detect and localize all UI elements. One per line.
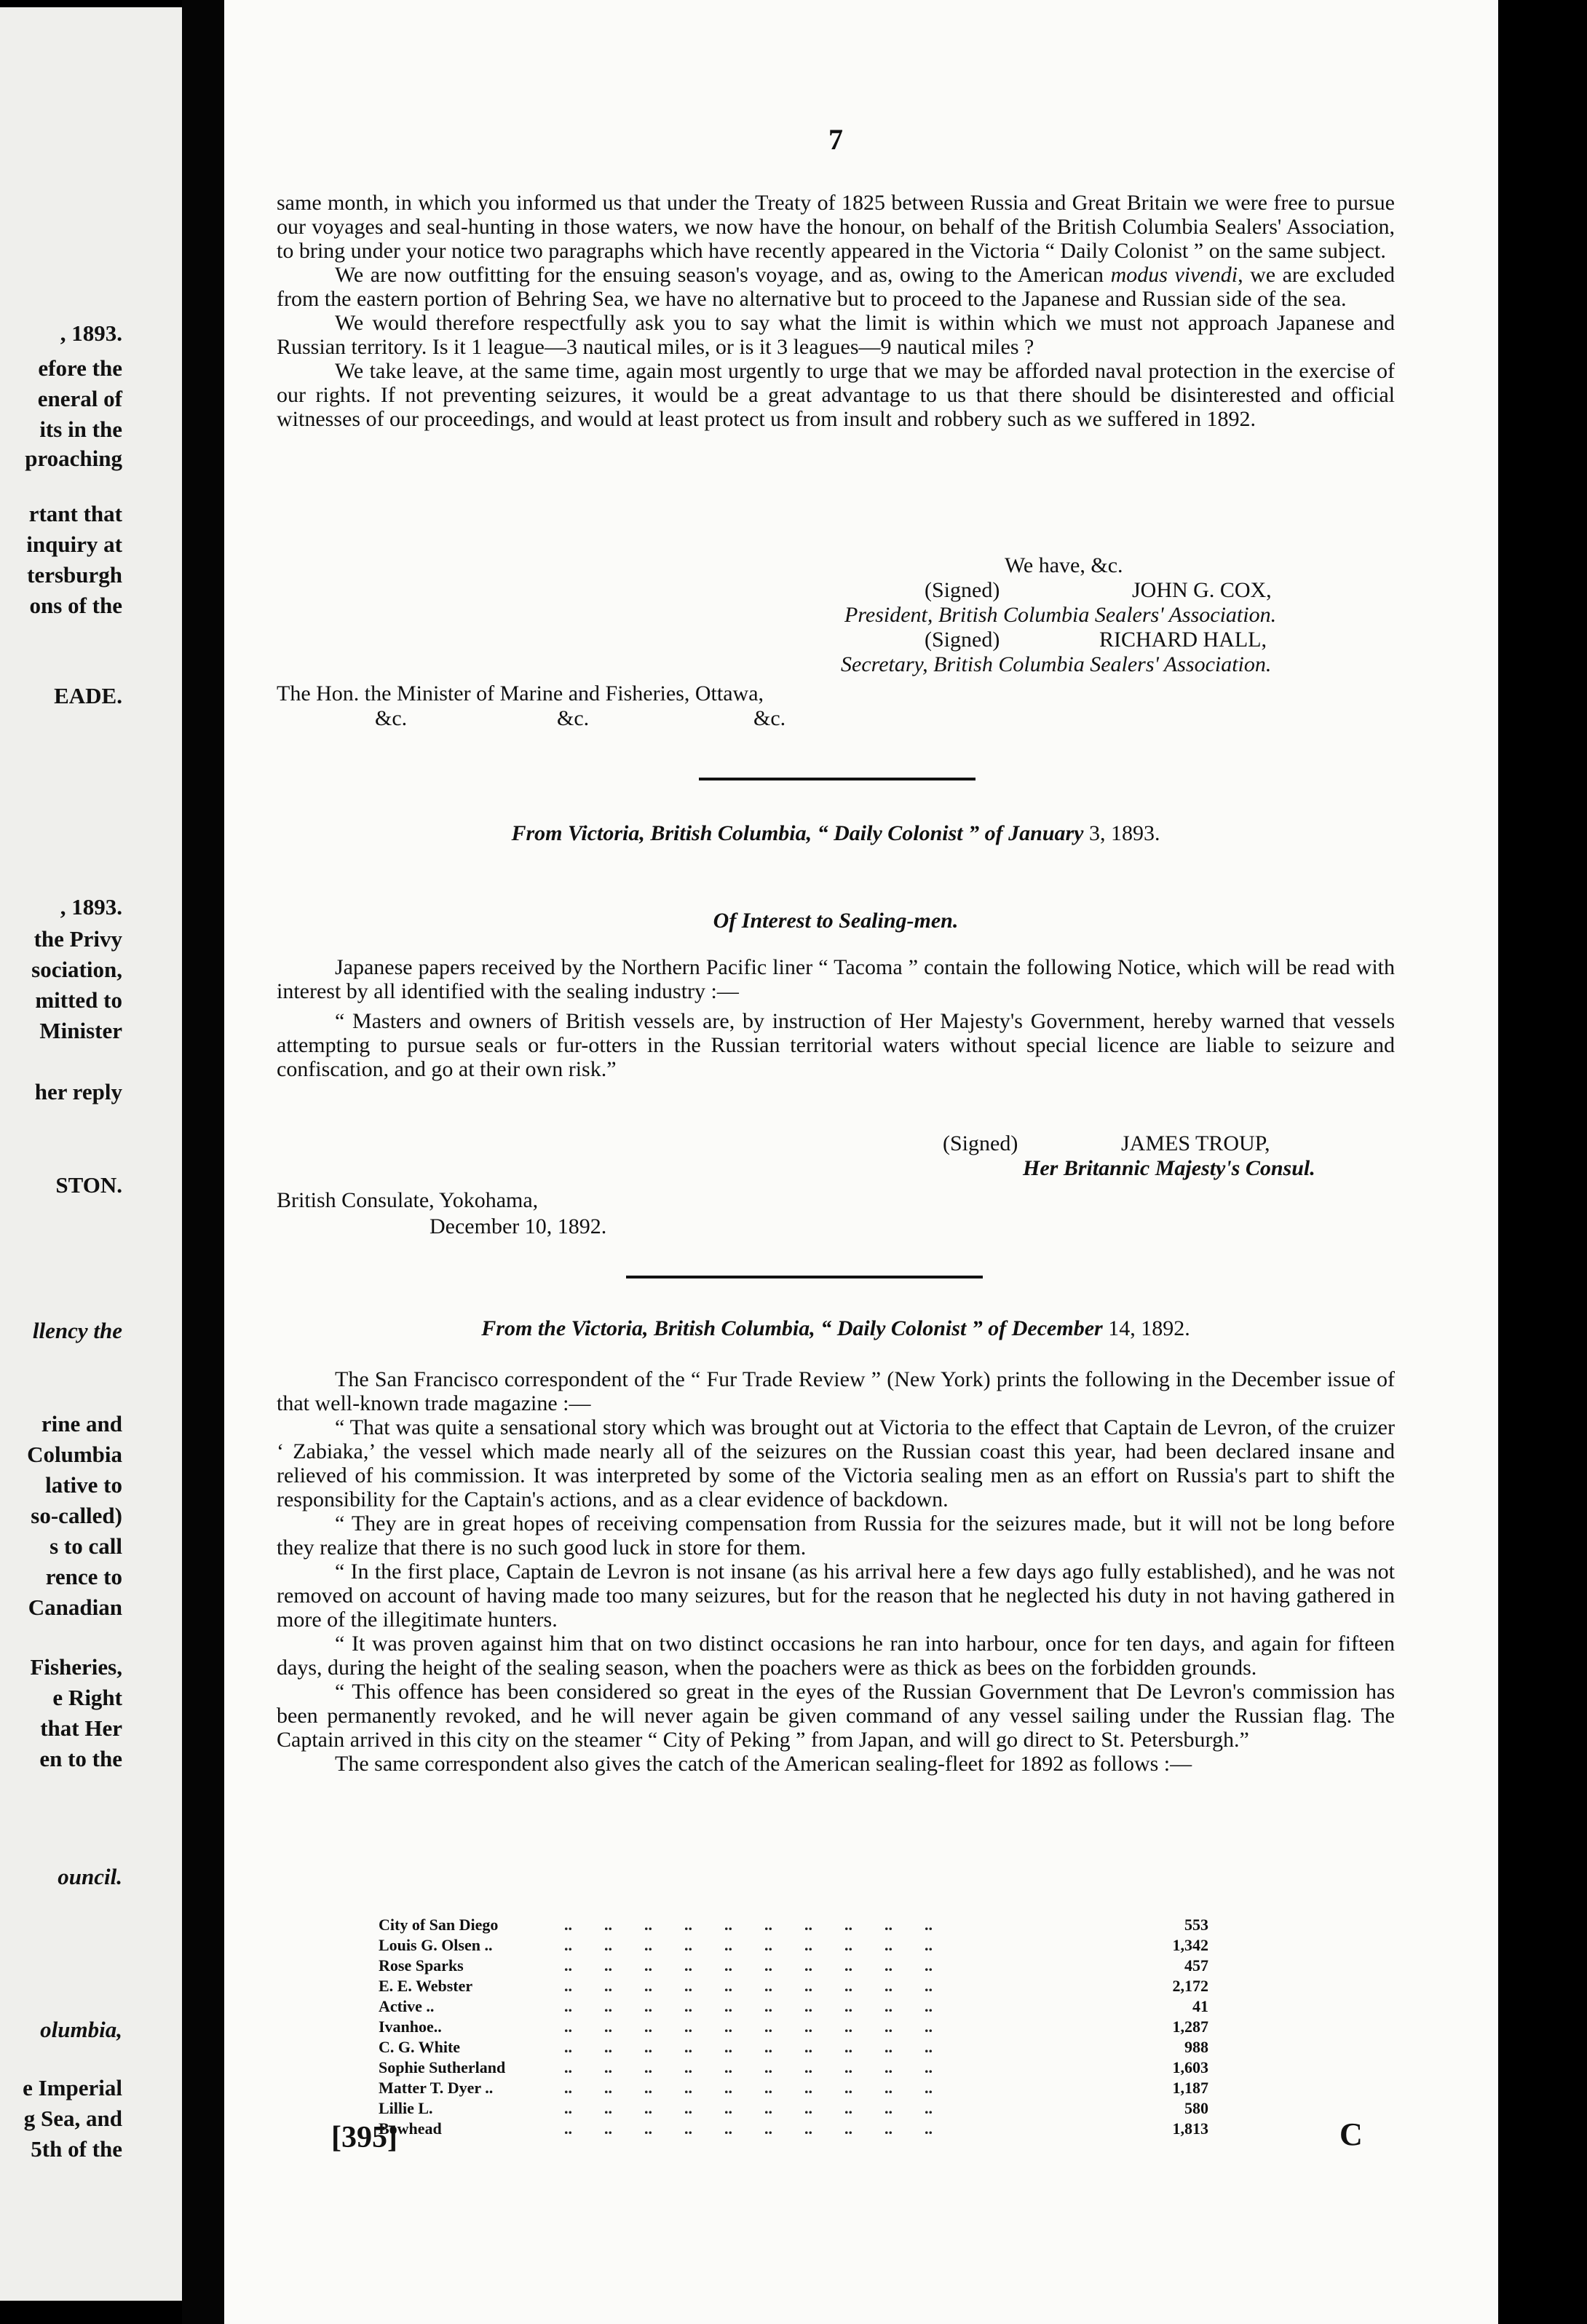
page-number: 7 [828,123,843,156]
left-page-text: its in the [39,416,122,442]
leader-dots: .. .. .. .. .. .. .. .. .. .. [564,2099,933,2117]
catch-value: 2,172 [1172,1977,1208,1995]
leader-dots: .. .. .. .. .. .. .. .. .. .. [564,2058,933,2076]
left-page-text: 5th of the [31,2136,122,2162]
catch-value: 1,287 [1172,2017,1208,2036]
leader-dots: .. .. .. .. .. .. .. .. .. .. [564,1936,933,1954]
left-page-text: sociation, [31,957,122,982]
left-page-text: rtant that [28,501,122,526]
table-row [379,2058,1208,2078]
catch-value: 580 [1184,2099,1208,2117]
left-page-text: ons of the [29,593,122,618]
left-page-text: s to call [50,1533,122,1559]
catch-table [379,1915,1208,2139]
article-paragraph: “ It was proven against him that on two distinct occasions he ran into harbour, once for ten days, and again for fifteen days, during the height of the sealing season, when the poachers were as thick as bees on the forbidden grounds. [277,1632,1395,1680]
left-page-text: rine and [41,1411,122,1436]
table-row [379,2119,1208,2139]
table-row [379,1935,1208,1956]
signatory-title: President, British Columbia Sealers' Association. [844,603,1277,627]
vessel-name: Sophie Sutherland [379,2058,506,2076]
letter-body [277,191,1395,431]
signatory-title: Secretary, British Columbia Sealers' Association. [841,652,1272,676]
letter-paragraph: We take leave, at the same time, again most urgently to urge that we may be afforded naval protection in the exercise of our rights. If not preventing seizures, it would be a great advantage to us that there should be disinterested and official witnesses of our proceedings, and would at least protect us from insult and robbery such as we suffered in 1892. [277,359,1395,431]
left-page-text: her reply [34,1079,122,1104]
vessel-name: City of San Diego [379,1916,499,1934]
article-paragraph: The same correspondent also gives the catch of the American sealing-fleet for 1892 as follows :— [335,1752,1192,1776]
signed-label: (Signed) [925,628,1000,652]
left-page-text: , 1893. [60,320,122,346]
left-page-text: olumbia, [40,2017,122,2042]
article-paragraph: “ In the first place, Captain de Levron is not insane (as his arrival here a few days ago fully established), and he was not removed on account of having made too many seizures, but for the reason that he neglected his duty in not having gathered in more of the illegitimate hunters. [277,1560,1395,1632]
left-page-text: EADE. [54,683,122,708]
article-paragraph: Japanese papers received by the Northern Pacific liner “ Tacoma ” contain the following Notice, which will be read with interest by all identified with the sealing industry :— [277,955,1395,1003]
left-page-text: Fisheries, [30,1654,122,1680]
leader-dots: .. .. .. .. .. .. .. .. .. .. [564,2017,933,2036]
etc: &c. [753,706,786,730]
left-page-text: STON. [55,1172,122,1198]
catch-value: 1,813 [1172,2119,1208,2138]
vessel-name: Louis G. Olsen .. [379,1936,493,1954]
left-page-text: Canadian [28,1594,122,1620]
left-page-text: e Right [52,1685,122,1710]
catch-value: 1,603 [1172,2058,1208,2076]
vessel-name: Ivanhoe.. [379,2017,442,2036]
left-page-text: mitted to [35,987,122,1013]
letter-paragraph: same month, in which you informed us that under the Treaty of 1825 between Russia and Great Britain we were free to pursue our voyages and seal-hunting in those waters, we now have the honour, on behalf of the British Columbia Sealers' Association, to bring under your notice two paragraphs which have recently appeared in the Victoria “ Daily Colonist ” on the same subject. [277,191,1395,263]
left-page-text: llency the [32,1318,122,1343]
addressee: The Hon. the Minister of Marine and Fisheries, Ottawa, [277,681,764,706]
leader-dots: .. .. .. .. .. .. .. .. .. .. [564,2119,933,2138]
catch-value: 553 [1184,1916,1208,1934]
leader-dots: .. .. .. .. .. .. .. .. .. .. [564,1997,933,2015]
letter-paragraph: We are now outfitting for the ensuing season's voyage, and as, owing to the American modus vivendi, we are excluded from the eastern portion of Behring Sea, we have no alternative but to proceed to the Japanese and Russian side of the sea. [277,263,1396,311]
vessel-name: C. G. White [379,2038,461,2056]
leader-dots: .. .. .. .. .. .. .. .. .. .. [564,1956,933,1975]
leader-dots: .. .. .. .. .. .. .. .. .. .. [564,2038,933,2056]
left-page-text: , 1893. [60,894,122,920]
table-row [379,2098,1208,2119]
table-row [379,1956,1208,1976]
etc: &c. [375,706,408,730]
letter-paragraph: We would therefore respectfully ask you to say what the limit is within which we must not approach Japanese and Russian territory. Is it 1 league—3 nautical miles, or is it 3 leagues—9 nautical miles ? [277,311,1395,359]
signatory-title: Her Britannic Majesty's Consul. [1023,1156,1315,1180]
leader-dots: .. .. .. .. .. .. .. .. .. .. [564,1916,933,1934]
signatory-name: JAMES TROUP, [1121,1131,1270,1155]
left-page-text: Columbia [27,1442,122,1467]
consulate-place: British Consulate, Yokohama, [277,1188,539,1212]
vessel-name: Rose Sparks [379,1956,464,1975]
table-row [379,1996,1208,2017]
vessel-name: E. E. Webster [379,1977,473,1995]
section-rule [626,1276,983,1278]
article-body [277,955,1395,1081]
closing: We have, &c. [1005,553,1123,577]
left-page-text: that Her [40,1715,122,1741]
vessel-name: Active .. [379,1997,435,2015]
left-page-text: efore the [38,355,122,381]
left-page-text: proaching [25,446,122,471]
left-page-text: inquiry at [26,531,122,557]
left-page-text: Minister [39,1018,122,1043]
leader-dots: .. .. .. .. .. .. .. .. .. .. [564,2079,933,2097]
leader-dots: .. .. .. .. .. .. .. .. .. .. [564,1977,933,1995]
left-page-text: eneral of [37,386,122,411]
article-paragraph: “ They are in great hopes of receiving compensation from Russia for the seizures made, but it will not be long before they realize that there is no such good luck in store for them. [277,1511,1395,1560]
signed-label: (Signed) [943,1131,1018,1155]
article-paragraph: The San Francisco correspondent of the “ Fur Trade Review ” (New York) prints the following in the December issue of that well-known trade magazine :— [277,1367,1395,1415]
left-page-text: the Privy [33,926,122,952]
left-page-text: rence to [45,1564,122,1589]
catch-value: 1,342 [1172,1936,1208,1954]
signatory-name: JOHN G. COX, [1132,578,1272,602]
table-row [379,1915,1208,1935]
catch-value: 1,187 [1172,2079,1208,2097]
vessel-name: Bowhead [379,2119,442,2138]
signed-label: (Signed) [925,578,1000,602]
left-page-text: en to the [39,1746,122,1771]
left-page-fragment [0,7,182,2301]
table-row [379,2037,1208,2058]
signature-number: [395] [331,2121,397,2154]
consulate-date: December 10, 1892. [430,1214,607,1238]
article-paragraph: “ That was quite a sensational story which was brought out at Victoria to the effect that Captain de Levron, of the cruizer ‘ Zabiaka,’ the vessel which made nearly all of the seizures on the Russian coast this year, had been declared insane and relieved of his commission. It was interpreted by some of the Victoria sealing men as an effort on Russia's part to shift the responsibility for the Captain's actions, and as a clear evidence of backdown. [277,1415,1395,1511]
left-page-text: so-called) [31,1503,122,1528]
left-page-text: lative to [45,1472,122,1498]
table-row [379,2017,1208,2037]
catch-value: 41 [1192,1997,1208,2015]
table-row [379,1976,1208,1996]
article-paragraph: “ This offence has been considered so great in the eyes of the Russian Government that De Levron's commission has been permanently revoked, and he will never again be given command of any vessel sailing under the Russian flag. The Captain arrived in this city on the steamer “ City of Peking ” from Japan, and will go direct to St. Petersburgh.” [277,1680,1395,1752]
signature-mark: C [1339,2116,1363,2152]
etc: &c. [557,706,590,730]
right-edge [1498,0,1587,2324]
left-page-text: g Sea, and [23,2106,122,2131]
article-body [277,1367,1395,1776]
left-page-text: e Imperial [23,2075,122,2100]
article-source: From the Victoria, British Columbia, “ Daily Colonist ” of December 14, 1892. [481,1316,1190,1340]
catch-value: 457 [1184,1956,1208,1975]
article-paragraph: “ Masters and owners of British vessels are, by instruction of Her Majesty's Government, hereby warned that vessels attempting to pursue seals or fur-otters in the Russian territorial waters without special licence are liable to seizure and confiscation, and go at their own risk.” [277,1009,1395,1081]
article-source: From Victoria, British Columbia, “ Daily Colonist ” of January 3, 1893. [511,821,1160,845]
left-page-text: tersburgh [27,562,122,588]
document-page [224,0,1498,2324]
article-heading: Of Interest to Sealing-men. [713,909,959,933]
catch-value: 988 [1184,2038,1208,2056]
left-page-text: ouncil. [58,1864,122,1889]
book-gutter [182,0,224,2324]
vessel-name: Lillie L. [379,2099,433,2117]
section-rule [699,778,975,780]
vessel-name: Matter T. Dyer .. [379,2079,494,2097]
table-row [379,2078,1208,2098]
signatory-name: RICHARD HALL, [1099,628,1267,652]
